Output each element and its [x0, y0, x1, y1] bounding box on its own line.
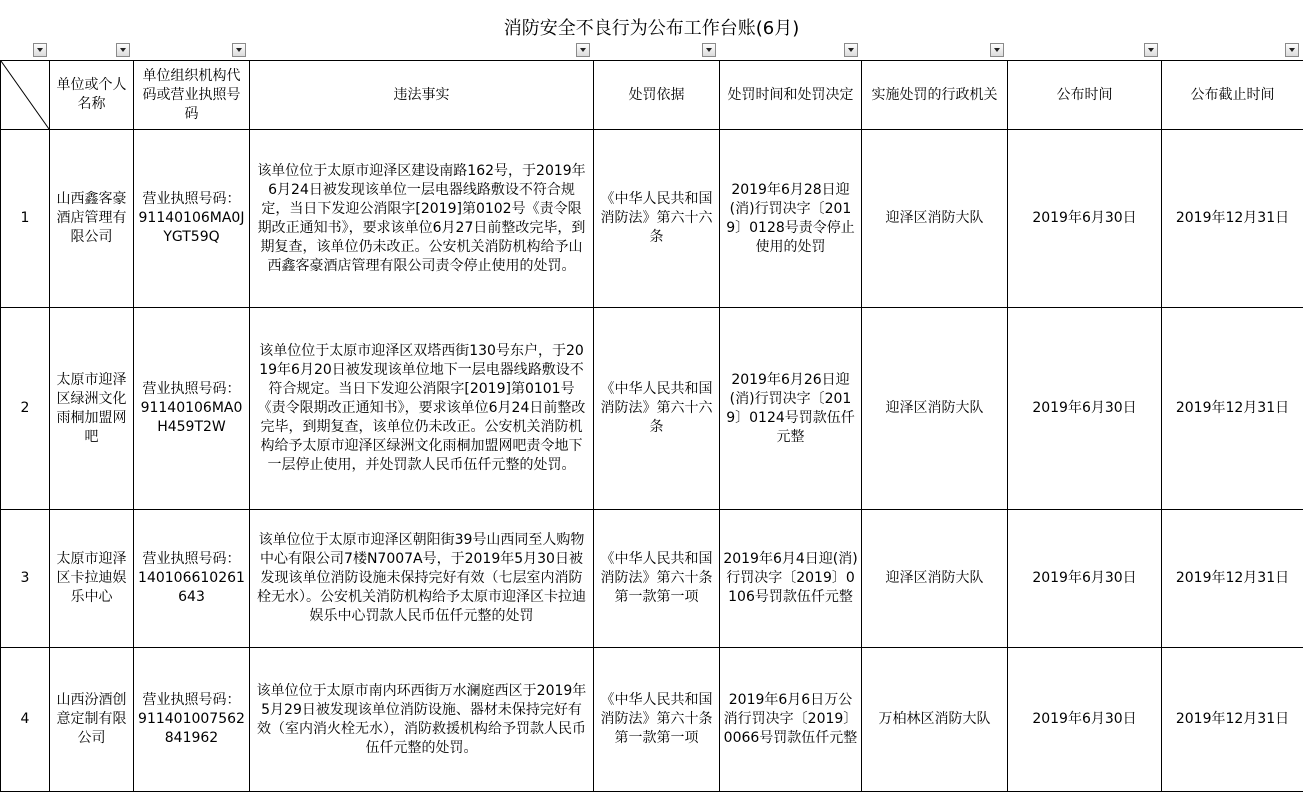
chevron-down-icon — [706, 48, 712, 52]
header-pub[interactable]: 公布时间 — [1008, 61, 1162, 130]
license-code-cell[interactable] — [134, 130, 250, 308]
header-end[interactable]: 公布截止时间 — [1162, 61, 1303, 130]
penalty-decision[interactable]: 2019年6月6日万公消行罚决字〔2019〕0066号罚款伍仟元整 — [720, 648, 862, 792]
publish-end-date[interactable]: 2019年12月31日 — [1162, 510, 1303, 648]
ledger-table — [0, 60, 1303, 792]
table-row — [1, 510, 1303, 648]
chevron-down-icon — [236, 48, 242, 52]
license-code-cell[interactable] — [134, 648, 250, 792]
license-code-cell[interactable] — [134, 510, 250, 648]
publish-date[interactable]: 2019年6月30日 — [1008, 648, 1162, 792]
publish-end-date[interactable]: 2019年12月31日 — [1162, 308, 1303, 510]
license-label: 营业执照号码： — [137, 380, 246, 399]
filter-dropdown-no[interactable] — [33, 43, 47, 57]
license-label: 营业执照号码： — [137, 550, 246, 569]
filter-dropdown-end[interactable] — [1285, 43, 1299, 57]
filter-dropdown-pub[interactable] — [1144, 43, 1158, 57]
penalty-basis[interactable]: 《中华人民共和国消防法》第六十条第一款第一项 — [594, 648, 720, 792]
license-code: 91140106MA0JYGT59Q — [137, 209, 246, 247]
penalty-basis[interactable]: 《中华人民共和国消防法》第六十条第一款第一项 — [594, 510, 720, 648]
filter-dropdown-basis[interactable] — [702, 43, 716, 57]
violation-fact[interactable]: 该单位位于太原市迎泽区建设南路162号，于2019年6月24日被发现该单位一层电器线路敷设不符合规定，当日下发迎公消限字[2019]第0102号《责令限期改正通知书》，要求该单位6月27日前整改完毕，到期复查，该单位仍未改正。公安机关消防机构给予山西鑫客豪酒店管理有限公司责令停止使用的处罚。 — [250, 130, 594, 308]
penalty-decision[interactable]: 2019年6月4日迎(消)行罚决字〔2019〕0106号罚款伍仟元整 — [720, 510, 862, 648]
violation-fact[interactable]: 该单位位于太原市迎泽区双塔西街130号东户，于2019年6月20日被发现该单位地下一层电器线路敷设不符合规定。当日下发迎公消限字[2019]第0101号《责令限期改正通知书》，要求该单位6月24日前整改完毕，到期复查，该单位仍未改正。公安机关消防机构给予太原市迎泽区绿洲文化雨桐加盟网吧责令地下一层停止使用，并处罚款人民币伍仟元整的处罚。 — [250, 308, 594, 510]
filter-dropdown-name[interactable] — [116, 43, 130, 57]
header-agency[interactable]: 实施处罚的行政机关 — [862, 61, 1008, 130]
table-row — [1, 648, 1303, 792]
diagonal-header-cell[interactable] — [1, 61, 50, 130]
chevron-down-icon — [120, 48, 126, 52]
penalty-basis[interactable]: 《中华人民共和国消防法》第六十六条 — [594, 130, 720, 308]
chevron-down-icon — [848, 48, 854, 52]
filter-dropdown-fact[interactable] — [576, 43, 590, 57]
unit-name[interactable]: 太原市迎泽区卡拉迪娱乐中心 — [50, 510, 134, 648]
violation-fact-text: 该单位位于太原市迎泽区朝阳街39号山西同至人购物中心有限公司7楼N7007A号，于2019年5月30日被发现该单位消防设施未保持完好有效（七层室内消防栓无水）。公安机关消防机构给予太原市迎泽区卡拉迪娱乐中心罚款人民币伍仟元整的处罚 — [256, 531, 587, 626]
filter-dropdown-agency[interactable] — [990, 43, 1004, 57]
license-label: 营业执照号码： — [137, 691, 246, 710]
license-label: 营业执照号码： — [137, 190, 246, 209]
publish-date[interactable]: 2019年6月30日 — [1008, 510, 1162, 648]
publish-date[interactable]: 2019年6月30日 — [1008, 308, 1162, 510]
license-code: 140106610261643 — [137, 569, 246, 607]
filter-dropdown-code[interactable] — [232, 43, 246, 57]
unit-name[interactable]: 山西汾酒创意定制有限公司 — [50, 648, 134, 792]
sheet-title: 消防安全不良行为公布工作台账(6月) — [0, 0, 1303, 42]
publish-end-date[interactable]: 2019年12月31日 — [1162, 648, 1303, 792]
row-number[interactable]: 4 — [1, 648, 50, 792]
chevron-down-icon — [1289, 48, 1295, 52]
penalty-agency[interactable]: 万柏林区消防大队 — [862, 648, 1008, 792]
penalty-agency[interactable]: 迎泽区消防大队 — [862, 510, 1008, 648]
filter-dropdown-decision[interactable] — [844, 43, 858, 57]
publish-end-date[interactable]: 2019年12月31日 — [1162, 130, 1303, 308]
autofilter-bar — [0, 42, 1303, 60]
table-row — [1, 308, 1303, 510]
penalty-decision[interactable]: 2019年6月28日迎(消)行罚决字〔2019〕0128号责令停止使用的处罚 — [720, 130, 862, 308]
row-number[interactable]: 1 — [1, 130, 50, 308]
violation-fact[interactable]: 该单位位于太原市南内环西街万水澜庭西区于2019年5月29日被发现该单位消防设施、器材未保持完好有效（室内消火栓无水），消防救援机构给予罚款人民币伍仟元整的处罚。 — [250, 648, 594, 792]
unit-name[interactable]: 山西鑫客豪酒店管理有限公司 — [50, 130, 134, 308]
header-name[interactable]: 单位或个人名称 — [50, 61, 134, 130]
header-decision[interactable]: 处罚时间和处罚决定 — [720, 61, 862, 130]
header-basis[interactable]: 处罚依据 — [594, 61, 720, 130]
row-number[interactable]: 2 — [1, 308, 50, 510]
chevron-down-icon — [994, 48, 1000, 52]
diagonal-line-icon — [1, 61, 49, 129]
row-number[interactable]: 3 — [1, 510, 50, 648]
violation-fact[interactable] — [250, 510, 594, 648]
penalty-decision[interactable]: 2019年6月26日迎(消)行罚决字〔2019〕0124号罚款伍仟元整 — [720, 308, 862, 510]
unit-name[interactable]: 太原市迎泽区绿洲文化雨桐加盟网吧 — [50, 308, 134, 510]
license-code-cell[interactable] — [134, 308, 250, 510]
table-row — [1, 130, 1303, 308]
license-code: 91140106MA0H459T2W — [137, 399, 246, 437]
publish-date[interactable]: 2019年6月30日 — [1008, 130, 1162, 308]
penalty-basis[interactable]: 《中华人民共和国消防法》第六十六条 — [594, 308, 720, 510]
chevron-down-icon — [37, 48, 43, 52]
chevron-down-icon — [1148, 48, 1154, 52]
header-row — [1, 61, 1303, 130]
license-code: 911401007562841962 — [137, 710, 246, 748]
header-code[interactable]: 单位组织机构代码或营业执照号码 — [134, 61, 250, 130]
chevron-down-icon — [580, 48, 586, 52]
penalty-agency[interactable]: 迎泽区消防大队 — [862, 130, 1008, 308]
penalty-agency[interactable]: 迎泽区消防大队 — [862, 308, 1008, 510]
header-fact[interactable]: 违法事实 — [250, 61, 594, 130]
